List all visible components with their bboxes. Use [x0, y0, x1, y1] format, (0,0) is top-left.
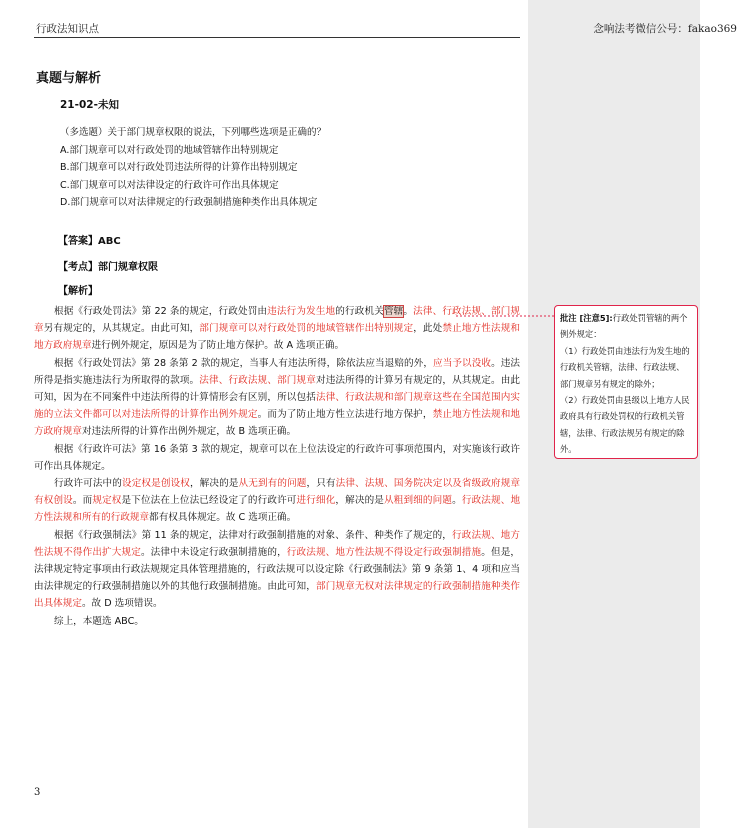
question-id: 21-02-未知	[60, 99, 119, 111]
comment-title: 批注 [注意5]:	[560, 313, 613, 323]
comment-balloon[interactable]	[554, 305, 698, 459]
running-header-right: 念响法考微信公号：fakao369	[593, 23, 737, 35]
option-d: D.部门规章可以对法律规定的行政强制措施种类作出具体规定	[60, 197, 318, 208]
page-number: 3	[34, 787, 41, 798]
running-header-left: 行政法知识点	[36, 23, 99, 35]
analysis-paragraph-4: 行政许可法中的设定权是创设权，解决的是从无到有的问题，只有法律、法规、国务院决定以及省级政府规章有权创设。而规定权是下位法在上位法已经设定了的行政许可进行细化，解决的是从粗到细的问题。行政法规、地方性法规和所有的行政规章都有权具体规定。故 C 选项正确。	[34, 478, 521, 524]
comment-item-1: （1）行政处罚由违法行为发生地的行政机关管辖，法律、行政法规、部门规章另有规定的除外；	[560, 345, 690, 389]
analysis-paragraph-2: 根据《行政处罚法》第 28 条第 2 款的规定，当事人有违法所得，除依法应当退赔的外，应当予以没收。违法所得是指实施违法行为所取得的款项。法律、行政法规、部门规章对违法所得的计算另有规定的，从其规定。由此可知，因为在不同案件中违法所得的计算情形会有区别，所以包括法律、行政法规和部门规章这些在全国范围内实施的立法文件都可以对违法所得的计算作出例外规定。而为了防止地方性立法进行地方保护，禁止地方性法规和地方政府规章对违法所得的计算作出例外规定，故 B 选项正确。	[34, 357, 521, 438]
comment-text: 批注 [注意5]:行政处罚管辖的两个例外规定：	[560, 313, 688, 340]
option-b: B.部门规章可以对行政处罚违法所得的计算作出特别规定	[60, 162, 298, 173]
point-label: 【考点】部门规章权限	[58, 262, 158, 273]
question-stem: （多选题）关于部门规章权限的说法，下列哪些选项是正确的？	[60, 127, 327, 138]
viewer-background	[700, 0, 745, 828]
analysis-paragraph-5: 根据《行政强制法》第 11 条的规定，法律对行政强制措施的对象、条件、种类作了规定的，行政法规、地方性法规不得作出扩大规定。法律中未设定行政强制措施的，行政法规、地方性法规不得设定行政强制措施。但是，法律规定特定事项由行政法规规定具体管理措施的，行政法规可以设定除《行政强制法》第 9 条第 1、4 项和应当由法律规定的行政强制措施以外的其他行政强制措施。由此可知，部门规章无权对法律规定的行政强制措施种类作出具体规定。故 D 选项错误。	[34, 529, 521, 610]
option-c: C.部门规章可以对法律设定的行政许可作出具体规定	[60, 179, 279, 191]
comment-item-2: （2）行政处罚由县级以上地方人民政府具有行政处罚权的行政机关管辖，法律、行政法规另有规定的除外。	[560, 395, 690, 455]
comment-anchor[interactable]: 管辖	[383, 306, 404, 317]
analysis-label: 【解析】	[58, 286, 98, 297]
analysis-paragraph-6: 综上，本题选 ABC。	[54, 615, 144, 627]
answer-label: 【答案】ABC	[58, 236, 121, 247]
section-title: 真题与解析	[36, 71, 102, 86]
header-divider	[34, 37, 520, 38]
analysis-paragraph-1: 根据《行政处罚法》第 22 条的规定，行政处罚由违法行为发生地的行政机关管辖。法律、行政法规、部门规章另有规定的，从其规定。由此可知，部门规章可以对行政处罚的地域管辖作出特别规定，此处禁止地方性法规和地方政府规章进行例外规定，原因是为了防止地方保护。故 A 选项正确。	[34, 306, 521, 352]
option-a: A.部门规章可以对行政处罚的地域管辖作出特别规定	[60, 144, 279, 156]
question-block	[60, 124, 500, 212]
analysis-paragraph-3: 根据《行政许可法》第 16 条第 3 款的规定，规章可以在上位法设定的行政许可事项范围内，对实施该行政许可作出具体规定。	[34, 443, 520, 472]
analysis-body	[34, 303, 520, 630]
